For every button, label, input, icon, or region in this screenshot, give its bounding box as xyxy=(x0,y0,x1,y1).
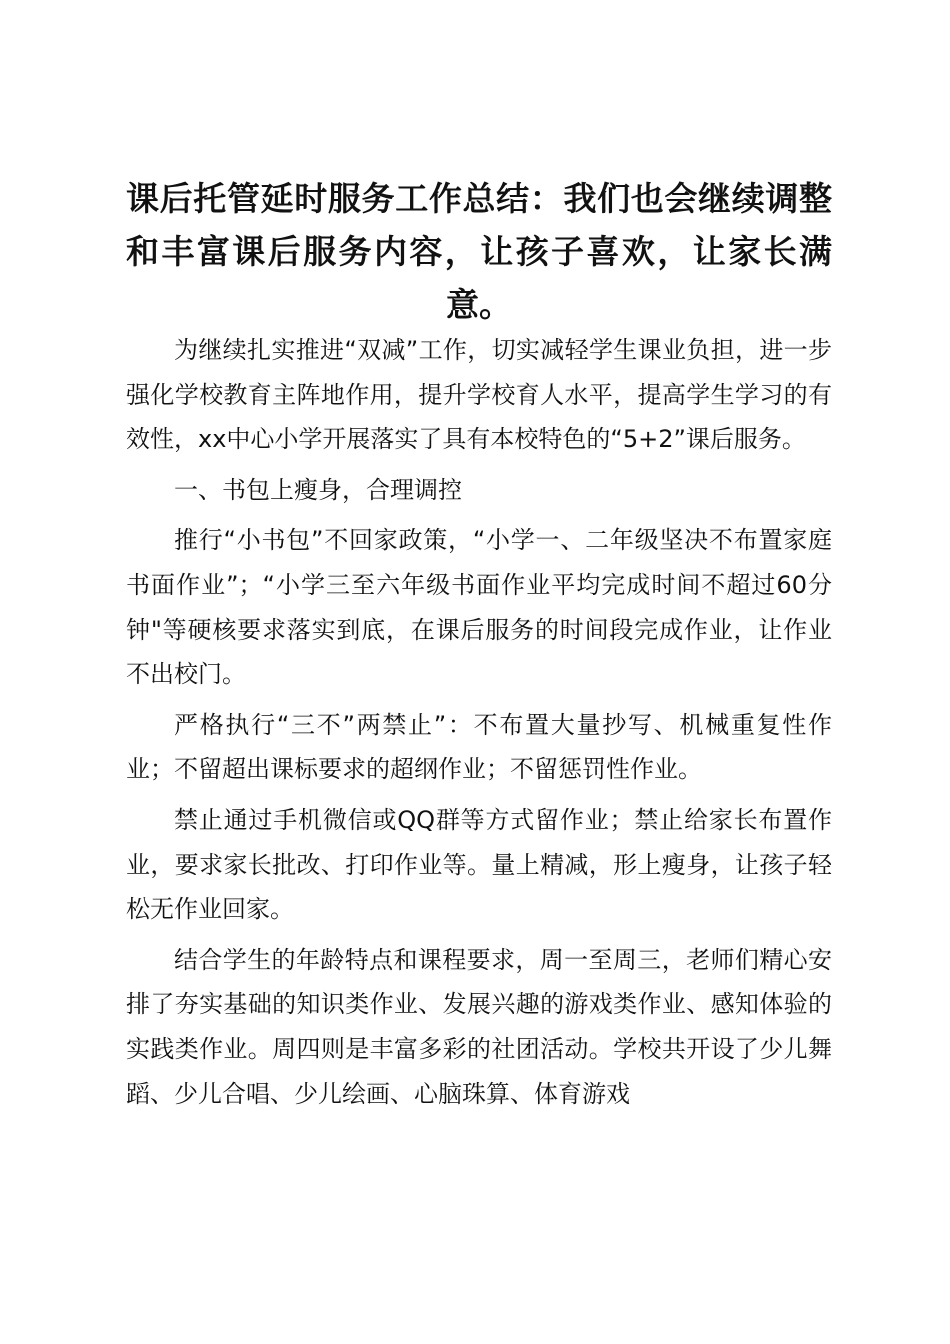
document-title: 课后托管延时服务工作总结：我们也会继续调整和丰富课后服务内容，让孩子喜欢，让家长满意。 xyxy=(126,179,832,324)
paragraph-three-nos: 严格执行“三不”两禁止”：不布置大量抄写、机械重复性作业；不留超出课标要求的超纲作业；不留惩罚性作业。 xyxy=(126,710,832,784)
section-heading-1: 一、书包上瘦身，合理调控 xyxy=(174,475,462,504)
paragraph-intro: 为继续扎实推进“双减”工作，切实减轻学生课业负担，进一步强化学校教育主阵地作用，提升学校育人水平，提高学生学习的有效性，xx中心小学开展落实了具有本校特色的“5+2”课后服务。 xyxy=(126,336,832,454)
paragraph-small-bag-policy: 推行“小书包”不回家政策，“小学一、二年级坚决不布置家庭书面作业”；“小学三至六年级书面作业平均完成时间不超过60分钟"等硬核要求落实到底，在课后服务的时间段完成作业，让作业不出校门。 xyxy=(126,526,832,689)
document-body xyxy=(126,328,832,1116)
paragraph-activities: 结合学生的年龄特点和课程要求，周一至周三，老师们精心安排了夯实基础的知识类作业、发展兴趣的游戏类作业、感知体验的实践类作业。周四则是丰富多彩的社团活动。学校共开设了少儿舞蹈、少儿合唱、少儿绘画、心脑珠算、体育游戏 xyxy=(126,945,832,1108)
paragraph-prohibitions: 禁止通过手机微信或QQ群等方式留作业；禁止给家长布置作业，要求家长批改、打印作业等。量上精减，形上瘦身，让孩子轻松无作业回家。 xyxy=(126,805,832,924)
